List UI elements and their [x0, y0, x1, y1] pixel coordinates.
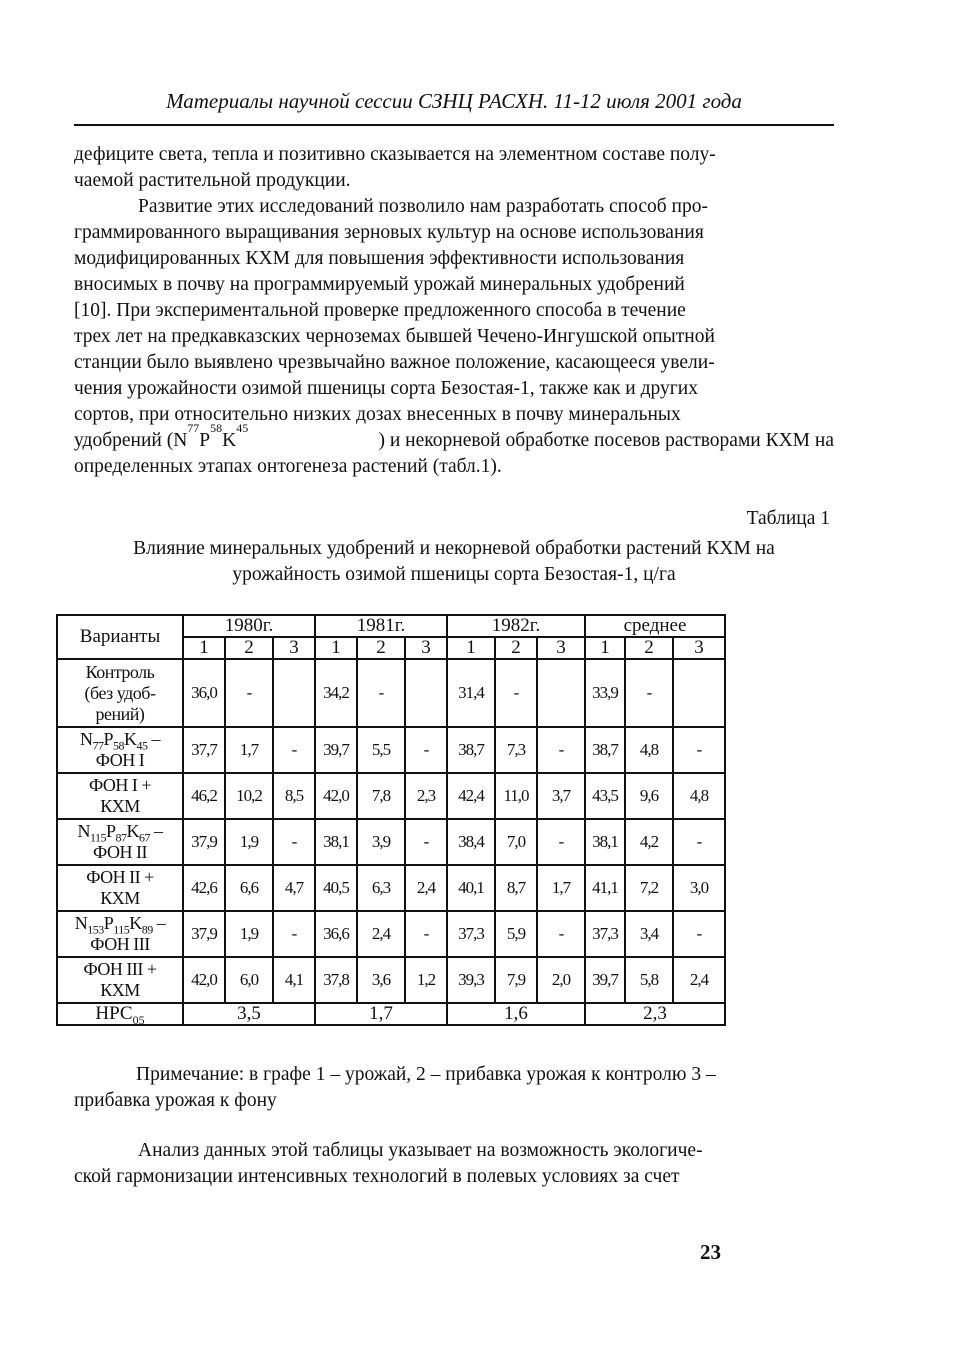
variant-cell [57, 659, 183, 727]
table-cell: - [405, 819, 447, 865]
formula-n: N [77, 821, 90, 841]
table-cell: - [673, 819, 725, 865]
table-row [57, 957, 725, 1003]
table-cell: 36,0 [183, 659, 225, 727]
table-cell: - [405, 727, 447, 773]
formula-text-after: ) и некорневой обработке посевов растворами КХМ на [378, 430, 834, 451]
table-cell [273, 659, 315, 727]
table-cell: 37,7 [183, 727, 225, 773]
table-row [57, 911, 725, 957]
table-cell: - [273, 819, 315, 865]
variant-cell [57, 727, 183, 773]
variant-line: ФОН II + [86, 867, 154, 887]
table-cell: 2,4 [405, 865, 447, 911]
table-row [57, 865, 725, 911]
col-header: 3 [673, 637, 725, 659]
running-header: Материалы научной сессии СЗНЦ РАСХН. 11-12 июля 2001 года [166, 89, 742, 113]
variant-cell [57, 819, 183, 865]
nsr-cell: 2,3 [585, 1003, 725, 1025]
table-cell: - [673, 911, 725, 957]
table-row [57, 819, 725, 865]
formula-n: N [74, 913, 88, 933]
table-cell: 7,9 [495, 957, 537, 1003]
formula-dash: – [152, 913, 166, 933]
table-cell: 34,2 [315, 659, 357, 727]
text-line: вносимых в почву на программируемый урожай минеральных удобрений [74, 274, 685, 295]
formula-dash: – [147, 729, 160, 749]
table-cell: 40,1 [447, 865, 495, 911]
variant-formula [58, 729, 182, 753]
table-cell: 39,3 [447, 957, 495, 1003]
table-caption [74, 536, 834, 588]
table-cell [405, 659, 447, 727]
table-cell: - [537, 911, 585, 957]
header-rule [74, 124, 834, 126]
table-cell: - [357, 659, 405, 727]
text-line: определенных этапах онтогенеза растений (табл.1). [74, 456, 502, 477]
table-cell: - [225, 659, 273, 727]
table-cell: 5,5 [357, 727, 405, 773]
subscript: 77 [187, 421, 200, 435]
table-cell: 4,7 [273, 865, 315, 911]
variant-line: КХМ [100, 796, 140, 816]
variant-formula [58, 821, 182, 845]
variant-line: ФОН II [93, 842, 147, 862]
table-cell: 38,1 [315, 819, 357, 865]
table-row [57, 659, 725, 727]
table-cell: 38,1 [585, 819, 625, 865]
nsr-cell: 1,7 [315, 1003, 447, 1025]
variant-line: (без удоб- [84, 682, 156, 703]
table-row [57, 773, 725, 819]
table-cell: 39,7 [315, 727, 357, 773]
table-row [57, 727, 725, 773]
table-cell: 2,4 [673, 957, 725, 1003]
average-header: среднее [585, 615, 725, 637]
variant-cell [57, 911, 183, 957]
table-cell: 42,6 [183, 865, 225, 911]
table-cell: 1,7 [225, 727, 273, 773]
table-cell: 31,4 [447, 659, 495, 727]
col-header: 3 [273, 637, 315, 659]
col-header: 1 [183, 637, 225, 659]
table-cell: 7,2 [625, 865, 673, 911]
table-cell: 46,2 [183, 773, 225, 819]
text-line: сортов, при относительно низких дозах внесенных в почву минеральных [74, 404, 681, 425]
table-cell [673, 659, 725, 727]
table-cell: 42,0 [315, 773, 357, 819]
table-cell: 7,0 [495, 819, 537, 865]
table-label: Таблица 1 [746, 508, 830, 529]
table-header-row [57, 615, 725, 637]
subscript: 67 [139, 830, 151, 845]
formula-n: N [79, 729, 93, 749]
text-line: Анализ данных этой таблицы указывает на возможность экологиче- [138, 1140, 703, 1161]
text-line: [10]. При экспериментальной проверке предложенного способа в течение [74, 300, 686, 321]
table-cell: 2,3 [405, 773, 447, 819]
col-header: 2 [357, 637, 405, 659]
paragraph-3 [74, 1138, 834, 1190]
year-header: 1980г. [183, 615, 315, 637]
table-cell: - [495, 659, 537, 727]
subscript: 58 [210, 421, 223, 435]
formula-k: K [222, 430, 237, 451]
col-header: 1 [315, 637, 357, 659]
caption-line: Влияние минеральных удобрений и некорневой обработки растений КХМ на [133, 538, 775, 559]
table-cell: 3,0 [673, 865, 725, 911]
table-cell: 5,9 [495, 911, 537, 957]
variant-cell [57, 865, 183, 911]
text-line: ской гармонизации интенсивных технологий в полевых условиях за счет [74, 1166, 680, 1187]
formula-p: P [199, 430, 211, 451]
table-cell: 10,2 [225, 773, 273, 819]
nsr-cell: 1,6 [447, 1003, 585, 1025]
table-cell: 38,4 [447, 819, 495, 865]
note-line: прибавка урожая к фону [74, 1090, 277, 1111]
formula-p: P [103, 913, 114, 933]
table-cell: 36,6 [315, 911, 357, 957]
table-cell: 4,8 [625, 727, 673, 773]
table-cell: 1,7 [537, 865, 585, 911]
table-cell: 7,8 [357, 773, 405, 819]
table-cell: 5,8 [625, 957, 673, 1003]
page-number: 23 [700, 1240, 721, 1264]
table-cell: 2,0 [537, 957, 585, 1003]
col-header: 3 [537, 637, 585, 659]
table-cell: 37,8 [315, 957, 357, 1003]
text-line: модифицированных КХМ для повышения эффективности использования [74, 248, 685, 269]
table-row-nsr [57, 1003, 725, 1025]
col-header: 3 [405, 637, 447, 659]
table-cell: 6,0 [225, 957, 273, 1003]
table-cell: 6,3 [357, 865, 405, 911]
table-cell: - [537, 819, 585, 865]
col-header: 2 [495, 637, 537, 659]
text-line: граммированного выращивания зерновых культур на основе использования [74, 222, 704, 243]
table-cell: 37,3 [585, 911, 625, 957]
nsr-cell: 3,5 [183, 1003, 315, 1025]
text-line-formula [74, 421, 834, 454]
yield-table [56, 614, 726, 1026]
col-header: 1 [585, 637, 625, 659]
variant-cell [57, 773, 183, 819]
variant-line: ФОН I + [88, 775, 152, 795]
text-line: Развитие этих исследований позволило нам разработать способ про- [138, 196, 708, 217]
text-line: станции было выявлено чрезвычайно важное положение, касающееся увели- [74, 352, 715, 373]
table-cell: - [625, 659, 673, 727]
variant-line: ФОН I [95, 750, 145, 770]
subscript: 58 [113, 738, 124, 753]
formula-p: P [103, 729, 113, 749]
table-cell: 8,5 [273, 773, 315, 819]
formula-p: P [106, 821, 116, 841]
table-cell: 41,1 [585, 865, 625, 911]
subscript: 05 [132, 1012, 145, 1027]
text-line: чаемой растительной продукции. [74, 170, 351, 191]
paragraph-1 [74, 142, 834, 194]
variant-line: ФОН III [90, 934, 150, 954]
table-cell: - [537, 727, 585, 773]
table-cell: 39,7 [585, 957, 625, 1003]
subscript: 45 [236, 421, 249, 435]
table-cell: 7,3 [495, 727, 537, 773]
table-cell: 8,7 [495, 865, 537, 911]
formula-k: K [126, 821, 140, 841]
table-cell: 4,2 [625, 819, 673, 865]
variant-cell [57, 957, 183, 1003]
table-cell: - [405, 911, 447, 957]
formula-text-before: удобрений (N [74, 430, 188, 451]
table-cell: 1,9 [225, 819, 273, 865]
table-note [74, 1062, 834, 1114]
table-cell: 2,4 [357, 911, 405, 957]
table-cell: 4,1 [273, 957, 315, 1003]
variant-line: КХМ [100, 888, 140, 908]
subscript: 89 [141, 922, 153, 937]
year-header: 1981г. [315, 615, 447, 637]
formula-dash: – [150, 821, 163, 841]
variants-header: Варианты [57, 615, 183, 659]
variant-line: ФОН III + [83, 959, 157, 979]
variant-line: КХМ [100, 980, 140, 1000]
table-cell: 6,6 [225, 865, 273, 911]
formula-k: K [124, 729, 137, 749]
note-line: Примечание: в графе 1 – урожай, 2 – прибавка урожая к контролю 3 – [136, 1064, 716, 1085]
text-line: чения урожайности озимой пшеницы сорта Безостая-1, также как и других [74, 378, 698, 399]
year-header: 1982г. [447, 615, 585, 637]
variant-line: Контроль [85, 661, 155, 682]
text-line: трех лет на предкавказских черноземах бывшей Чечено-Ингушской опытной [74, 326, 715, 347]
table-cell: 37,9 [183, 911, 225, 957]
col-header: 1 [447, 637, 495, 659]
subscript: 77 [92, 738, 104, 753]
table-cell: 38,7 [585, 727, 625, 773]
table-cell: 43,5 [585, 773, 625, 819]
subscript: 115 [89, 830, 107, 845]
table-cell: 37,9 [183, 819, 225, 865]
table-cell: 3,7 [537, 773, 585, 819]
subscript: 153 [87, 922, 104, 937]
table-cell: - [273, 911, 315, 957]
subscript: 87 [115, 830, 127, 845]
table-cell: - [273, 727, 315, 773]
table-cell: 38,7 [447, 727, 495, 773]
table-cell: 37,3 [447, 911, 495, 957]
table-cell [537, 659, 585, 727]
table-cell: 33,9 [585, 659, 625, 727]
caption-line: урожайность озимой пшеницы сорта Безостая-1, ц/га [232, 564, 676, 585]
table-cell: 4,8 [673, 773, 725, 819]
col-header: 2 [625, 637, 673, 659]
table-cell: 3,4 [625, 911, 673, 957]
col-header: 2 [225, 637, 273, 659]
table-cell: 3,6 [357, 957, 405, 1003]
formula-k: K [129, 913, 142, 933]
table-cell: 1,9 [225, 911, 273, 957]
text-line: дефиците света, тепла и позитивно сказывается на элементном составе полу- [74, 144, 716, 165]
table-cell: - [673, 727, 725, 773]
subscript: 45 [136, 738, 148, 753]
table-cell: 42,4 [447, 773, 495, 819]
variant-line: рений) [95, 703, 145, 724]
subscript: 115 [113, 922, 130, 937]
table-cell: 9,6 [625, 773, 673, 819]
nsr-label [57, 1003, 183, 1025]
table-cell: 1,2 [405, 957, 447, 1003]
table-cell: 3,9 [357, 819, 405, 865]
table-cell: 11,0 [495, 773, 537, 819]
paragraph-2 [74, 194, 834, 480]
nsr-label-text: НРС [95, 1003, 133, 1024]
table-cell: 40,5 [315, 865, 357, 911]
table-cell: 42,0 [183, 957, 225, 1003]
variant-formula [58, 913, 182, 937]
